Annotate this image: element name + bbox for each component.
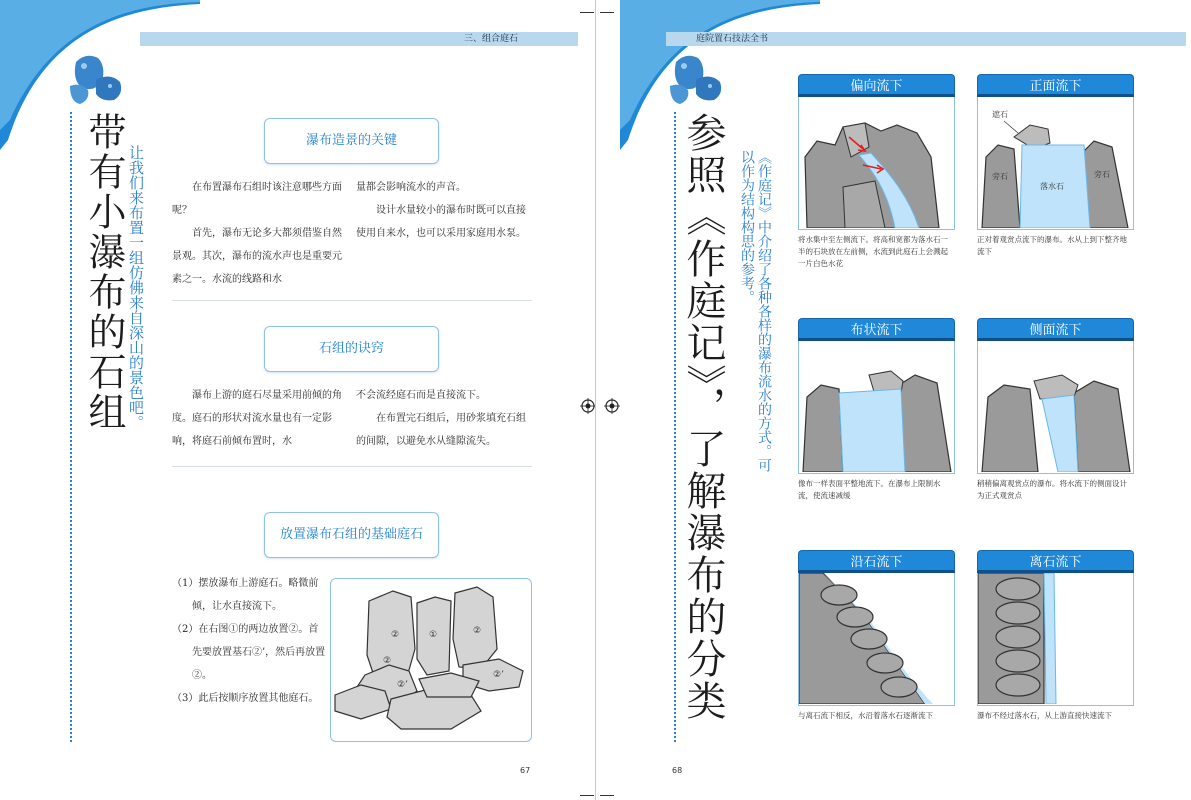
base-stones-illustration bbox=[330, 578, 532, 742]
card-illustration bbox=[798, 97, 955, 230]
page-subtitle: 《作庭记》中介绍了各种各样的瀑布流水的方式。可以作为结构构思的参考。 bbox=[739, 150, 772, 472]
step-item: （2）在右图①的两边放置②。首先要放置基石②’，然后再放置②。 bbox=[172, 624, 326, 681]
registration-mark-icon bbox=[580, 398, 595, 414]
section2-column-2 bbox=[356, 384, 532, 453]
paragraph: 设计水量较小的瀑布时既可以直接使用自来水，也可以采用家庭用水泵。 bbox=[356, 205, 526, 239]
page-number: 67 bbox=[520, 766, 531, 775]
stone-logo-icon bbox=[666, 52, 730, 108]
step-item: （1）摆放瀑布上游庭石。略微前倾，让水直接流下。 bbox=[172, 578, 319, 612]
section-divider bbox=[172, 466, 532, 467]
stone-label: ① bbox=[429, 630, 438, 640]
dotted-rule bbox=[70, 112, 72, 742]
stone-label: ②’ bbox=[493, 670, 504, 680]
page-subtitle: 让我们来布置一组仿佛来自深山的景色吧。 bbox=[127, 145, 145, 430]
card-caption: 正对着观赏点流下的瀑布。水从上到下整齐地流下 bbox=[977, 235, 1127, 256]
running-header: 三、组合庭石 bbox=[140, 32, 578, 46]
section1-column-2 bbox=[356, 176, 532, 245]
registration-mark-icon bbox=[604, 398, 620, 414]
crop-mark bbox=[580, 12, 594, 13]
card-label: 布状流下 bbox=[798, 318, 955, 341]
paragraph: 首先，瀑布无论多大都须借鉴自然景观。其次，瀑布的流水声也是重要元素之一。水流的线路和水 bbox=[172, 228, 342, 285]
card-caption: 像布一样表面平整地流下。在瀑布上限制水流，使流速减缓 bbox=[798, 479, 941, 500]
card-illustration bbox=[977, 97, 1134, 230]
card-label: 偏向流下 bbox=[798, 74, 955, 97]
paragraph: 在布置瀑布石组时该注意哪些方面呢？ bbox=[172, 182, 342, 216]
stone-arrangement-drawing bbox=[331, 579, 531, 741]
card-caption: 与离石流下相反，水沿着落水石逐渐流下 bbox=[798, 711, 933, 720]
left-page bbox=[0, 0, 595, 800]
crop-mark bbox=[600, 795, 614, 796]
card-lateral-fall bbox=[977, 318, 1134, 516]
annotation-label: 遮石 bbox=[992, 110, 1008, 119]
card-illustration bbox=[977, 573, 1134, 706]
section-heading-stone-tips: 石组的诀窍 bbox=[264, 326, 439, 372]
stone-logo-icon bbox=[66, 52, 130, 108]
annotation-label: 落水石 bbox=[1040, 182, 1064, 191]
right-page bbox=[596, 0, 1191, 800]
crop-mark bbox=[580, 795, 594, 796]
paragraph: 量都会影响流水的声音。 bbox=[356, 182, 466, 193]
card-cloth-fall bbox=[798, 318, 955, 516]
page-title: 参照《作庭记》，了解瀑布的分类 bbox=[680, 112, 726, 722]
card-label: 正面流下 bbox=[977, 74, 1134, 97]
paragraph: 不会流经庭石而是直接流下。 bbox=[356, 390, 486, 401]
section2-column-1 bbox=[172, 384, 348, 453]
section-divider bbox=[172, 300, 532, 301]
card-caption: 将水集中至左侧流下。将高和宽都为落水石一半的石块放在左前侧，水流到此庭石上会溅起一片白色水花 bbox=[798, 235, 948, 268]
card-label: 沿石流下 bbox=[798, 550, 955, 573]
page-title: 带有小瀑布的石组 bbox=[82, 112, 126, 432]
card-away-stone-fall bbox=[977, 550, 1134, 748]
steps-list bbox=[172, 572, 328, 710]
page-number: 68 bbox=[672, 766, 683, 775]
stone-label: ②’ bbox=[397, 680, 408, 690]
dotted-rule bbox=[674, 112, 676, 742]
crop-mark bbox=[600, 12, 614, 13]
stone-label: ② bbox=[473, 626, 482, 636]
card-illustration bbox=[977, 341, 1134, 474]
stone-label: ② bbox=[383, 656, 392, 666]
card-label: 侧面流下 bbox=[977, 318, 1134, 341]
section1-column-1 bbox=[172, 176, 348, 291]
card-caption: 稍稍偏离观赏点的瀑布。将水流下的侧面设计为正式观赏点 bbox=[977, 479, 1127, 500]
card-illustration bbox=[798, 573, 955, 706]
paragraph: 瀑布上游的庭石尽量采用前倾的角度。庭石的形状对流水量也有一定影响，将庭石前倾布置时，水 bbox=[172, 390, 342, 447]
annotation-label: 旁石 bbox=[992, 172, 1008, 181]
running-header: 庭院置石技法全书 bbox=[666, 32, 1186, 46]
section-heading-base-stones: 放置瀑布石组的基础庭石 bbox=[264, 512, 439, 558]
step-item: （3）此后按顺序放置其他庭石。 bbox=[172, 693, 319, 704]
card-caption: 瀑布不经过落水石，从上游直接快速流下 bbox=[977, 711, 1112, 720]
section-heading-waterfall-key: 瀑布造景的关键 bbox=[264, 118, 439, 164]
card-side-fall bbox=[798, 74, 955, 272]
card-front-fall bbox=[977, 74, 1134, 272]
stone-label: ② bbox=[391, 630, 400, 640]
paragraph: 在布置完石组后，用砂浆填充石组的间隙，以避免水从缝隙流失。 bbox=[356, 413, 526, 447]
card-along-stone-fall bbox=[798, 550, 955, 748]
card-label: 离石流下 bbox=[977, 550, 1134, 573]
card-illustration bbox=[798, 341, 955, 474]
annotation-label: 旁石 bbox=[1094, 170, 1110, 179]
